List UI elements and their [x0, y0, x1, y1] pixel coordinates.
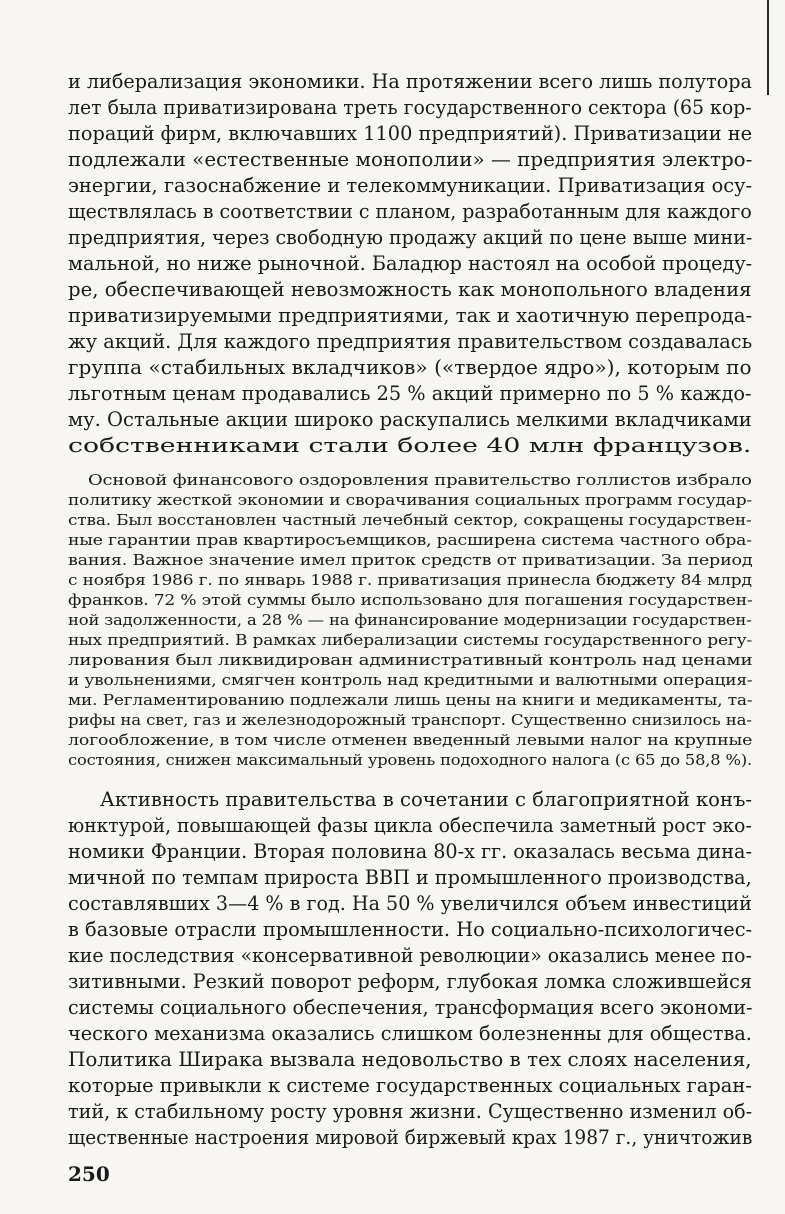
text-line: группа «стабильных вкладчиков» («твердое ядро»), которым по — [68, 356, 752, 379]
text-line: мичной по темпам прироста ВВП и промышленного производства, — [68, 866, 752, 889]
text-line: ществлялась в соответствии с планом, разработанным для каждого — [68, 200, 752, 223]
text-line: ми. Регламентированию подлежали лишь цены на книги и медикаменты, та- — [68, 691, 753, 709]
text-line: с ноября 1986 г. по январь 1988 г. приватизация принесла бюджету 84 млрд — [68, 571, 752, 589]
text-line: состояния, снижен максимальный уровень подоходного налога (с 65 до 58,8 %). — [68, 751, 753, 769]
text-line: подлежали «естественные монополии» — предприятия электро- — [68, 148, 753, 171]
text-line: ной задолженности, а 28 % — на финансирование модернизации государствен- — [68, 611, 752, 629]
text-line: составлявших 3—4 % в год. На 50 % увеличился объем инвестиций — [68, 892, 752, 915]
text-line: пораций фирм, включавших 1100 предприятий). Приватизации не — [68, 122, 753, 145]
text-line: политику жесткой экономии и сворачивания социальных программ государ- — [68, 491, 753, 509]
text-line: логообложение, в том числе отменен введенный левыми налог на крупные — [68, 731, 753, 749]
text-line: предприятия, через свободную продажу акций по цене выше мини- — [68, 226, 753, 249]
text-line: и увольнениями, смягчен контроль над кредитными и валютными операция- — [68, 671, 753, 689]
text-line: энергии, газоснабжение и телекоммуникации. Приватизация осу- — [68, 174, 753, 197]
text-line: рифы на свет, газ и железнодорожный транспорт. Существенно снизилось на- — [68, 711, 752, 729]
text-line: щественные настроения мировой биржевый крах 1987 г., уничтожив — [68, 1126, 753, 1149]
text-line: номики Франции. Вторая половина 80-х гг. оказалась весьма дина- — [68, 840, 752, 863]
text-line: ре, обеспечивающей невозможность как монопольного владения — [68, 278, 752, 301]
text-line: Основой финансового оздоровления правительство голлистов избрало — [88, 471, 752, 489]
text-line: му. Остальные акции широко раскупались мелкими вкладчиками — [68, 408, 752, 431]
text-line: франков. 72 % этой суммы было использовано для погашения государствен- — [68, 591, 753, 609]
text-line: мальной, но ниже рыночной. Баладюр настоял на особой процеду- — [68, 252, 753, 275]
text-line: зитивными. Резкий поворот реформ, глубокая ломка сложившейся — [68, 970, 752, 993]
text-line: юнктурой, повышающей фазы цикла обеспечила заметный рост эко- — [68, 814, 752, 837]
text-line: ные гарантии прав квартиросъемщиков, расширена система частного обра- — [68, 531, 752, 549]
text-line: Активность правительства в сочетании с благоприятной конъ- — [100, 788, 753, 811]
page-edge-mark — [767, 0, 769, 95]
text-line: тий, к стабильному росту уровня жизни. Существенно изменил об- — [68, 1100, 753, 1123]
page-number: 250 — [68, 1162, 110, 1186]
text-line: льготным ценам продавались 25 % акций примерно по 5 % каждо- — [68, 382, 752, 405]
text-line: ных предприятий. В рамках либерализации системы государственного регу- — [68, 631, 753, 649]
text-line: вания. Важное значение имел приток средств от приватизации. За период — [68, 551, 753, 569]
text-line: жу акций. Для каждого предприятия правительством создавалась — [68, 330, 753, 353]
text-line: которые привыкли к системе государственных социальных гаран- — [68, 1074, 752, 1097]
text-line: лет была приватизирована треть государственного сектора (65 кор- — [68, 96, 752, 119]
text-line: кие последствия «консервативной революции» оказались менее по- — [68, 944, 752, 967]
text-line: собственниками стали более 40 млн французов. — [68, 434, 752, 457]
text-line: и либерализация экономики. На протяжении всего лишь полутора — [68, 70, 752, 93]
text-line: приватизируемыми предприятиями, так и хаотичную перепрода- — [68, 304, 753, 327]
text-line: лирования был ликвидирован административный контроль над ценами — [68, 651, 753, 669]
text-line: системы социального обеспечения, трансформация всего экономи- — [68, 996, 753, 1019]
text-line: Политика Ширака вызвала недовольство в тех слоях населения, — [68, 1048, 752, 1071]
text-line: ства. Был восстановлен частный лечебный сектор, сокращены государствен- — [68, 511, 752, 529]
text-line: в базовые отрасли промышленности. Но социально-психологичес- — [68, 918, 753, 941]
text-line: ческого механизма оказались слишком болезненны для общества. — [68, 1022, 752, 1045]
